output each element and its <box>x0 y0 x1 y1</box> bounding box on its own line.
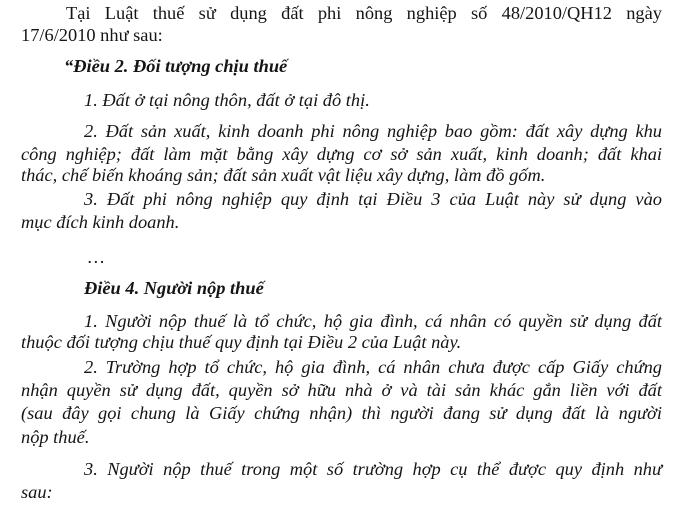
article-4-item-3-line-1: 3. Người nộp thuế trong một số trường hợp cụ thể được quy định như <box>84 459 662 479</box>
article-2-item-3-line-1: 3. Đất phi nông nghiệp quy định tại Điều 3 của Luật này sử dụng vào <box>84 189 662 209</box>
article-4-item-2-line-2: nhận quyền sử dụng đất, quyền sở hữu nhà ở và tài sản khác gắn liền với đất <box>21 380 662 400</box>
article-4-item-3-line-2: sau: <box>21 482 53 502</box>
article-4-item-2-line-1: 2. Trường hợp tổ chức, hộ gia đình, cá nhân chưa được cấp Giấy chứng <box>84 357 662 377</box>
article-2-item-1: 1. Đất ở tại nông thôn, đất ở tại đô thị. <box>84 90 370 110</box>
intro-line-1: Tại Luật thuế sử dụng đất phi nông nghiệp số 48/2010/QH12 ngày <box>66 3 662 23</box>
article-2-item-3-line-2: mục đích kinh doanh. <box>21 212 180 232</box>
article-4-item-1-line-2: thuộc đối tượng chịu thuế quy định tại Điều 2 của Luật này. <box>21 332 462 352</box>
article-4-item-2-line-3: (sau đây gọi chung là Giấy chứng nhận) thì người đang sử dụng đất là người <box>21 403 662 423</box>
article-2-item-2-line-3: thác, chế biến khoáng sản; đất sản xuất vật liệu xây dựng, làm đồ gốm. <box>21 165 546 185</box>
article-4-heading: Điều 4. Người nộp thuế <box>84 278 264 298</box>
article-2-item-2-line-1: 2. Đất sản xuất, kinh doanh phi nông nghiệp bao gồm: đất xây dựng khu <box>84 121 662 141</box>
article-4-item-1-line-1: 1. Người nộp thuế là tổ chức, hộ gia đình, cá nhân có quyền sử dụng đất <box>84 311 662 331</box>
intro-line-2: 17/6/2010 như sau: <box>21 25 163 45</box>
article-4-item-2-line-4: nộp thuế. <box>21 427 90 447</box>
article-2-item-2-line-2: công nghiệp; đất làm mặt bằng xây dựng cơ sở sản xuất, kinh doanh; đất khai <box>21 144 662 164</box>
ellipsis: … <box>88 247 105 267</box>
article-2-heading: “Điều 2. Đối tượng chịu thuế <box>64 56 288 76</box>
